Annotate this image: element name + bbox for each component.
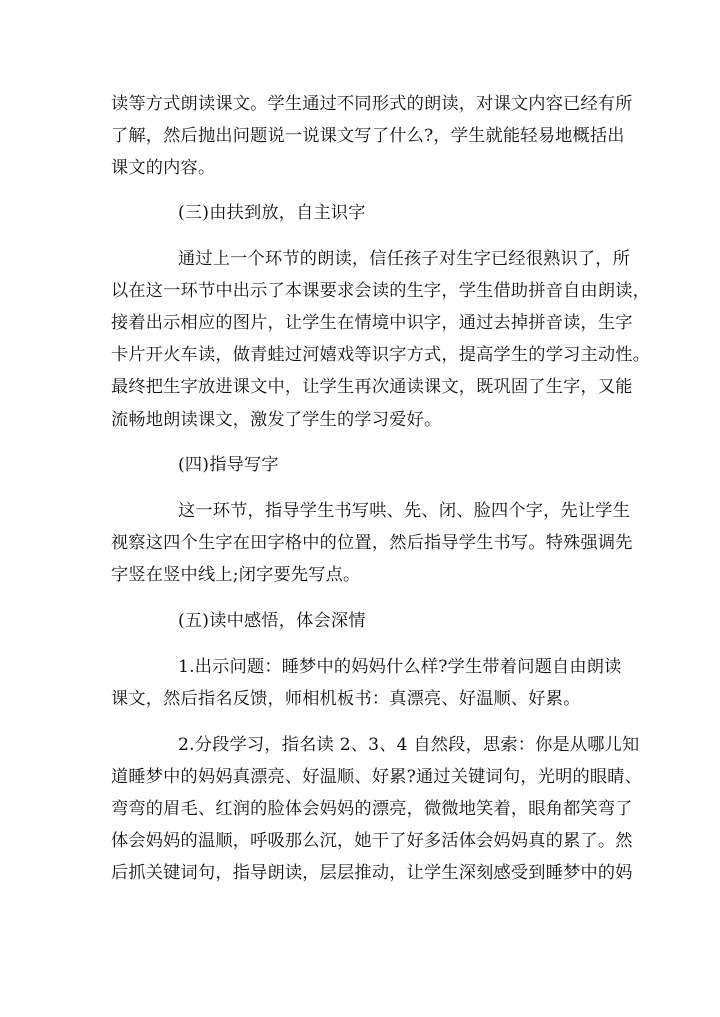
body-line-10: 流畅地朗读课文，激发了学生的学习爱好。 xyxy=(111,410,442,430)
body-line-22: 后抓关键词句，指导朗读，层层推动，让学生深刻感受到睡梦中的妈 xyxy=(111,863,633,883)
paragraph-start-line: 2.分段学习，指名读 2、3、4 自然段，思索：你是从哪儿知 xyxy=(178,735,640,755)
body-line-13: 视察这四个生字在田字格中的位置，然后指导学生书写。特殊强调先 xyxy=(111,533,633,553)
body-line-8: 卡片开火车读，做青蛙过河嬉戏等识字方式，提高学生的学习主动性。 xyxy=(111,345,651,365)
section-heading-4: (四)指导写字 xyxy=(178,455,279,475)
paragraph-start-line: 1.出示问题：睡梦中的妈妈什么样?学生带着问题自由朗读 xyxy=(178,657,622,677)
body-line-1: 读等方式朗读课文。学生通过不同形式的朗读，对课文内容已经有所 xyxy=(111,94,633,114)
body-line-6: 以在这一环节中出示了本课要求会读的生字，学生借助拼音自由朗读， xyxy=(111,281,651,301)
paragraph-start-line: 这一环节，指导学生书写哄、先、闭、脸四个字，先让学生 xyxy=(178,501,631,521)
body-line-3: 课文的内容。 xyxy=(111,158,216,178)
paragraph-start-line: 通过上一个环节的朗读，信任孩子对生字已经很熟识了，所 xyxy=(178,249,631,269)
body-line-20: 弯弯的眉毛、红润的脸体会妈妈的漂亮，微微地笑着，眼角都笑弯了 xyxy=(111,799,633,819)
section-heading-5: (五)读中感悟，体会深情 xyxy=(178,611,366,631)
body-line-17: 课文，然后指名反馈，师相机板书：真漂亮、好温顺、好累。 xyxy=(111,689,581,709)
body-line-9: 最终把生字放进课文中，让学生再次通读课文，既巩固了生字，又能 xyxy=(111,377,633,397)
body-line-19: 道睡梦中的妈妈真漂亮、好温顺、好累?通过关键词句，光明的眼睛、 xyxy=(111,767,643,787)
body-line-14: 字竖在竖中线上;闭字要先写点。 xyxy=(111,565,361,585)
section-heading-3: (三)由扶到放，自主识字 xyxy=(178,203,366,223)
body-line-7: 接着出示相应的图片，让学生在情境中识字，通过去掉拼音读，生字 xyxy=(111,313,633,333)
body-line-21: 体会妈妈的温顺，呼吸那么沉，她干了好多活体会妈妈真的累了。然 xyxy=(111,831,633,851)
body-line-2: 了解，然后抛出问题说一说课文写了什么?，学生就能轻易地概括出 xyxy=(111,126,625,146)
